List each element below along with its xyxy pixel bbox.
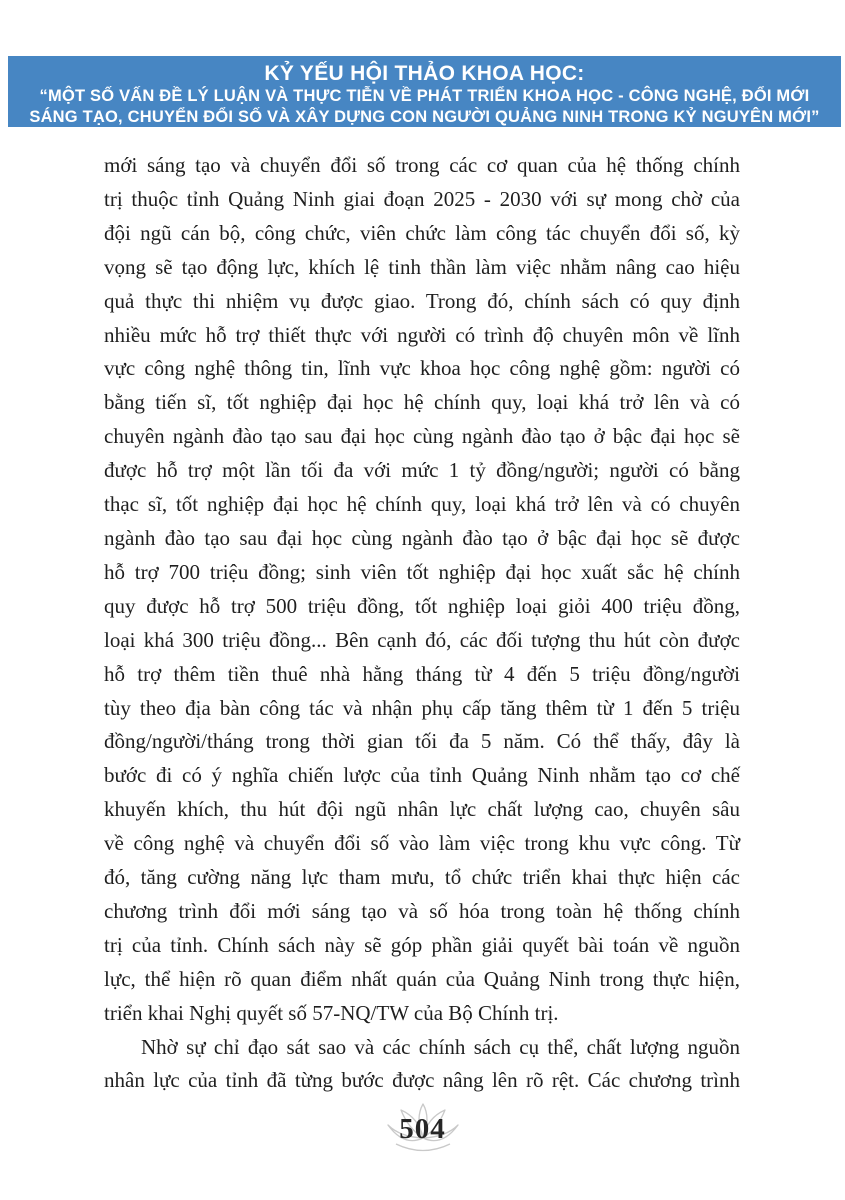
page-number: 504 — [399, 1113, 446, 1145]
body-line: chuyên ngành đào tạo sau đại học cùng ngành đào tạo ở bậc đại học sẽ — [104, 424, 740, 449]
body-line: chương trình đổi mới sáng tạo và số hóa trong toàn hệ thống chính — [104, 898, 740, 923]
body-line: quy được hỗ trợ 500 triệu đồng, tốt nghiệp loại giỏi 400 triệu đồng, — [104, 593, 740, 618]
body-line: lực, thể hiện rõ quan điểm nhất quán của Quảng Ninh trong thực hiện, — [104, 966, 740, 991]
body-line: bằng tiến sĩ, tốt nghiệp đại học hệ chính quy, loại khá trở lên và có — [104, 390, 740, 415]
body-line: nhân lực của tỉnh đã từng bước được nâng lên rõ rệt. Các chương trình — [104, 1068, 740, 1093]
conference-header-banner — [8, 56, 841, 127]
body-line: bước đi có ý nghĩa chiến lược của tỉnh Quảng Ninh nhằm tạo cơ chế — [104, 763, 740, 788]
body-line: về công nghệ và chuyển đổi số vào làm việc trong khu vực công. Từ — [104, 831, 740, 856]
header-subtitle-line2: SÁNG TẠO, CHUYỂN ĐỔI SỐ VÀ XÂY DỰNG CON NGƯỜI QUẢNG NINH TRONG KỶ NGUYÊN MỚI” — [29, 108, 820, 126]
body-line: quả thực thi nhiệm vụ được giao. Trong đó, chính sách có quy định — [104, 288, 740, 313]
body-line: đồng/người/tháng trong thời gian tối đa 5 năm. Có thể thấy, đây là — [104, 729, 740, 754]
body-line: đó, tăng cường năng lực tham mưu, tổ chức triển khai thực hiện các — [104, 865, 740, 890]
body-line: trị của tỉnh. Chính sách này sẽ góp phần giải quyết bài toán về nguồn — [104, 932, 740, 957]
body-line: thạc sĩ, tốt nghiệp đại học hệ chính quy, loại khá trở lên và có chuyên — [104, 492, 740, 517]
lotus-ornament — [384, 1101, 462, 1159]
body-text — [104, 149, 740, 1098]
body-line: mới sáng tạo và chuyển đổi số trong các cơ quan của hệ thống chính — [104, 153, 740, 177]
body-line: vọng sẽ tạo động lực, khích lệ tinh thần làm việc nhằm nâng cao hiệu — [104, 254, 740, 279]
body-line: hỗ trợ 700 triệu đồng; sinh viên tốt nghiệp đại học xuất sắc hệ chính — [104, 559, 740, 584]
header-title: KỶ YẾU HỘI THẢO KHOA HỌC: — [264, 62, 585, 85]
body-line: loại khá 300 triệu đồng... Bên cạnh đó, các đối tượng thu hút còn được — [104, 627, 740, 652]
page-footer — [0, 1101, 845, 1159]
body-line: đội ngũ cán bộ, công chức, viên chức làm công tác chuyển đổi số, kỳ — [104, 220, 740, 245]
body-line: khuyến khích, thu hút đội ngũ nhân lực chất lượng cao, chuyên sâu — [104, 797, 740, 822]
body-line: ngành đào tạo sau đại học cùng ngành đào tạo ở bậc đại học sẽ được — [104, 525, 740, 550]
body-line: trị thuộc tỉnh Quảng Ninh giai đoạn 2025 - 2030 với sự mong chờ của — [104, 186, 740, 211]
body-line: Nhờ sự chỉ đạo sát sao và các chính sách cụ thể, chất lượng nguồn — [141, 1034, 740, 1059]
body-line: được hỗ trợ một lần tối đa với mức 1 tỷ đồng/người; người có bằng — [104, 458, 740, 483]
header-subtitle-line1: “MỘT SỐ VẤN ĐỀ LÝ LUẬN VÀ THỰC TIỄN VỀ PHÁT TRIỂN KHOA HỌC - CÔNG NGHỆ, ĐỔI MỚI — [39, 87, 810, 105]
body-line: tùy theo địa bàn công tác và nhận phụ cấp tăng thêm từ 1 đến 5 triệu — [104, 695, 740, 720]
body-line: hỗ trợ thêm tiền thuê nhà hằng tháng từ 4 đến 5 triệu đồng/người — [104, 661, 740, 686]
body-line: vực công nghệ thông tin, lĩnh vực khoa học công nghệ gồm: người có — [104, 356, 740, 381]
body-line: triển khai Nghị quyết số 57-NQ/TW của Bộ Chính trị. — [104, 1000, 559, 1025]
body-line: nhiều mức hỗ trợ thiết thực với người có trình độ chuyên môn về lĩnh — [104, 322, 740, 347]
